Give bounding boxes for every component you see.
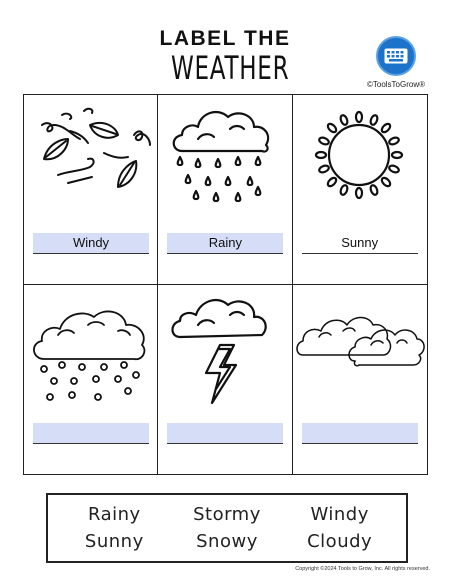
title-line-1: LABEL THE xyxy=(159,27,291,50)
cell-stormy xyxy=(158,285,292,475)
storm-cloud-icon xyxy=(158,285,293,420)
answer-field-6[interactable] xyxy=(302,423,418,444)
cell-windy xyxy=(24,95,158,285)
answer-field-4[interactable] xyxy=(33,423,149,444)
keyboard-button[interactable] xyxy=(376,36,416,76)
cell-rainy xyxy=(158,95,292,285)
title-line-2: WEATHER xyxy=(171,49,290,87)
word-bank xyxy=(46,493,408,563)
keyboard-icon xyxy=(384,48,408,64)
wind-leaves-icon xyxy=(24,95,159,230)
cell-snowy xyxy=(24,285,158,475)
rain-cloud-icon xyxy=(158,95,293,230)
weather-grid xyxy=(23,94,428,475)
copyright-footer: Copyright ©2024 Tools to Grow, Inc. All rights reserved. xyxy=(295,566,430,572)
answer-field-2[interactable]: Rainy xyxy=(167,233,283,254)
answer-field-3[interactable]: Sunny xyxy=(302,233,418,254)
word-bank-item: Rainy xyxy=(87,503,141,525)
clouds-icon xyxy=(293,285,428,420)
word-bank-item: Snowy xyxy=(196,530,258,552)
snow-cloud-icon xyxy=(24,285,159,420)
word-bank-item: Stormy xyxy=(193,503,261,525)
word-bank-item: Cloudy xyxy=(307,530,373,552)
sun-icon xyxy=(293,95,428,230)
word-bank-item: Sunny xyxy=(84,530,144,552)
word-bank-item: Windy xyxy=(310,503,369,525)
cell-sunny xyxy=(293,95,427,285)
cell-cloudy xyxy=(293,285,427,475)
answer-field-5[interactable] xyxy=(167,423,283,444)
answer-field-1[interactable]: Windy xyxy=(33,233,149,254)
brand-mark: ©ToolsToGrow® xyxy=(366,80,426,89)
